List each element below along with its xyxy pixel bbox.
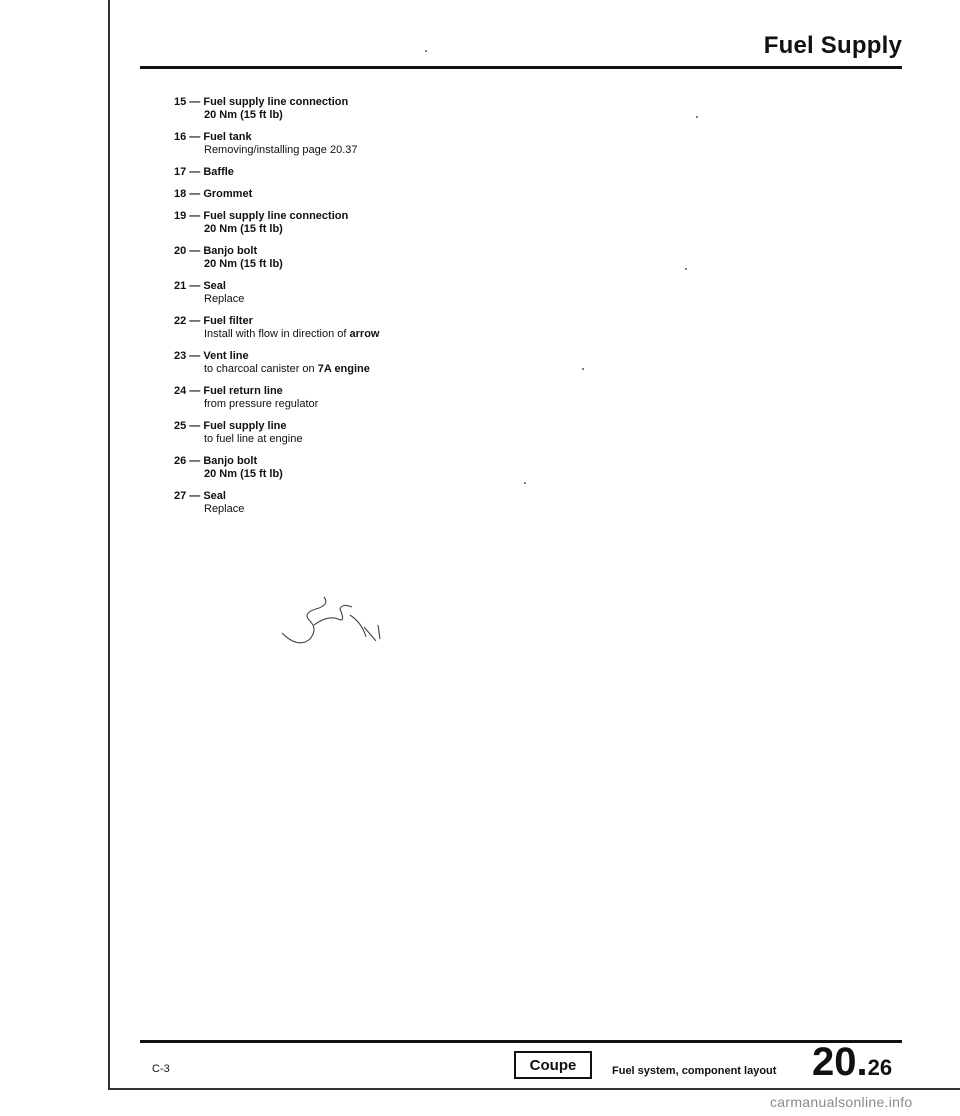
item-detail-text: Install with flow in direction of — [204, 328, 350, 340]
model-badge-label: Coupe — [529, 1056, 577, 1074]
item-heading: 27 — Seal — [174, 490, 226, 502]
page-number: 20.26 — [812, 1040, 893, 1084]
item-detail — [174, 328, 574, 341]
header-rule — [140, 66, 902, 69]
item-detail: 20 Nm (15 ft lb) — [204, 258, 283, 270]
list-item — [174, 420, 574, 446]
item-detail: from pressure regulator — [204, 398, 319, 410]
list-item — [174, 210, 574, 236]
item-detail: 20 Nm (15 ft lb) — [204, 468, 283, 480]
item-heading: 25 — Fuel supply line — [174, 420, 287, 432]
page-code: C-3 — [152, 1063, 170, 1075]
scan-speck — [696, 116, 698, 118]
stray-sketch-mark — [280, 585, 400, 655]
item-heading: 26 — Banjo bolt — [174, 455, 258, 467]
list-item — [174, 490, 574, 516]
footer-caption: Fuel system, component layout — [612, 1065, 777, 1077]
item-heading: 23 — Vent line — [174, 350, 249, 362]
bottom-border-rule — [108, 1088, 960, 1090]
list-item — [174, 385, 574, 411]
watermark: carmanualsonline.info — [770, 1094, 913, 1110]
binding-margin-rule — [108, 0, 110, 1090]
item-detail-text: to charcoal canister on — [204, 363, 318, 375]
list-item — [174, 280, 574, 306]
scan-speck — [425, 50, 427, 52]
scan-speck — [582, 368, 584, 370]
item-detail-emphasis: arrow — [349, 328, 380, 340]
item-heading: 18 — Grommet — [174, 188, 253, 200]
scan-speck — [524, 482, 526, 484]
item-detail-emphasis: 7A engine — [317, 363, 370, 375]
item-heading: 22 — Fuel filter — [174, 315, 253, 327]
component-list — [174, 96, 574, 525]
section-title: Fuel Supply — [763, 32, 902, 59]
page-number-major: 20 — [812, 1040, 857, 1084]
item-detail — [174, 363, 574, 376]
list-item — [174, 166, 574, 179]
list-item — [174, 350, 574, 376]
list-item — [174, 315, 574, 341]
list-item — [174, 96, 574, 122]
scan-speck — [685, 268, 687, 270]
item-heading: 16 — Fuel tank — [174, 131, 252, 143]
item-heading: 24 — Fuel return line — [174, 385, 283, 397]
item-heading: 17 — Baffle — [174, 166, 234, 178]
item-detail: Replace — [204, 293, 245, 305]
item-heading: 21 — Seal — [174, 280, 226, 292]
item-heading: 19 — Fuel supply line connection — [174, 210, 349, 222]
list-item — [174, 188, 574, 201]
list-item — [174, 245, 574, 271]
footer-rule — [140, 1040, 902, 1043]
item-detail: Replace — [204, 503, 245, 515]
item-detail: Removing/installing page 20.37 — [204, 144, 358, 156]
item-heading: 20 — Banjo bolt — [174, 245, 258, 257]
item-heading: 15 — Fuel supply line connection — [174, 96, 349, 108]
item-detail: 20 Nm (15 ft lb) — [204, 109, 283, 121]
model-badge — [514, 1051, 592, 1079]
item-detail: to fuel line at engine — [204, 433, 303, 445]
item-detail: 20 Nm (15 ft lb) — [204, 223, 283, 235]
page-number-minor: 26 — [867, 1055, 893, 1080]
list-item — [174, 455, 574, 481]
list-item — [174, 131, 574, 157]
